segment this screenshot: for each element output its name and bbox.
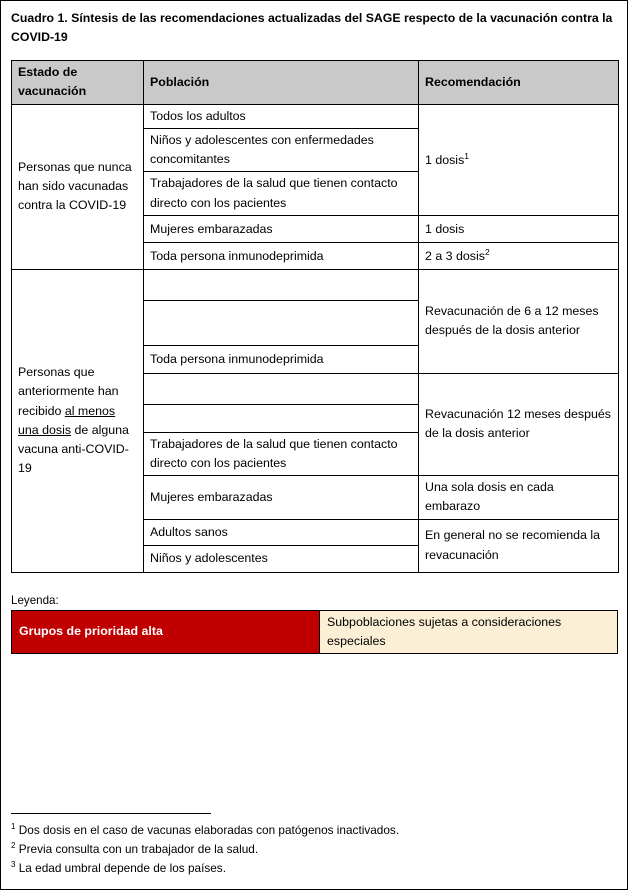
recommendation-text: Revacunación 12 meses después de la dosis anterior: [425, 407, 611, 441]
estado-prev-text: [18, 365, 129, 475]
population-cell-high-priority: [144, 373, 419, 404]
recommendation-cell: [419, 270, 619, 374]
population-cell: [144, 216, 419, 243]
legend-table: [11, 610, 618, 654]
estado-prev-pre: Personas que anteriormente han recibido: [18, 365, 119, 418]
footnote-divider: [11, 813, 211, 814]
recommendation-text: 1 dosis: [425, 152, 465, 167]
population-cell-high-priority: [144, 270, 419, 301]
population-cell: [144, 172, 419, 216]
population-text: Toda persona inmunodeprimida: [150, 351, 324, 366]
estado-never-text: Personas que nunca han sido vacunadas contra la COVID-19: [18, 160, 132, 213]
population-cell: [144, 345, 419, 373]
recommendation-text: Una sola dosis en cada embarazo: [425, 480, 554, 514]
vaccination-table: [11, 60, 619, 573]
recommendation-text: Revacunación de 6 a 12 meses después de la dosis anterior: [425, 304, 599, 338]
legend-high-priority-cell: Grupos de prioridad alta: [12, 610, 320, 653]
estado-prev-underlined: al menos una dosis: [18, 403, 116, 437]
table-row: [12, 270, 619, 301]
recommendation-text: En general no se recomienda la revacunación: [425, 528, 600, 562]
population-text: Mujeres embarazadas: [150, 489, 273, 504]
footnote-2: [11, 840, 617, 859]
population-text: Niños y adolescentes con enfermedades concomitantes: [150, 132, 374, 166]
population-text: Mayores de 50 o 60 años3: [150, 381, 303, 396]
recommendation-cell: [419, 104, 619, 216]
recommendation-text: 1 dosis: [425, 221, 465, 236]
estado-prev-post: de alguna vacuna anti-COVID-19: [18, 422, 129, 476]
population-text: Trabajadores de la salud que tienen contacto directo con los pacientes: [150, 436, 398, 470]
population-text: Mayores de 50 o 60 años con enfermedades concomitantes: [150, 305, 409, 340]
footnote-marker: 1: [11, 822, 16, 832]
population-text: Adultos sanos: [150, 524, 228, 539]
footnote-ref: 2: [484, 247, 490, 258]
estado-cell-previously-vaccinated: [12, 270, 144, 572]
page-title: Cuadro 1. Síntesis de las recomendaciones actualizadas del SAGE respecto de la vacunación contra la COVID-19: [11, 11, 613, 45]
recommendation-text: 2 a 3 dosis: [425, 249, 485, 264]
header-recomendacion: Recomendación: [419, 61, 619, 104]
population-cell-high-priority: [144, 301, 419, 346]
recommendation-cell: [419, 519, 619, 572]
population-text: Niños y adolescentes: [150, 551, 268, 566]
footnotes-section: [11, 813, 617, 878]
population-text: Mujeres embarazadas: [150, 221, 273, 236]
recommendation-cell: [419, 373, 619, 475]
footnote-marker: 3: [11, 860, 16, 870]
footnote-1: [11, 821, 617, 840]
population-cell: [144, 432, 419, 475]
legend-label: Leyenda:: [11, 593, 59, 607]
population-cell: [144, 128, 419, 171]
footnote-ref: 1: [464, 150, 469, 161]
population-cell: [144, 243, 419, 270]
recommendation-cell: [419, 243, 619, 270]
population-text: Todos los adultos: [150, 108, 246, 123]
footnote-3: [11, 859, 617, 878]
population-text: Toda persona inmunodeprimida: [150, 248, 324, 263]
footnote-text: La edad umbral depende de los países.: [18, 861, 226, 876]
header-poblacion: Población: [144, 61, 419, 104]
population-cell-high-priority: [144, 404, 419, 432]
legend-special-considerations-cell: Subpoblaciones sujetas a consideraciones especiales: [320, 610, 618, 653]
footnote-text: Previa consulta con un trabajador de la salud.: [18, 842, 259, 857]
table-row: [12, 104, 619, 128]
estado-cell-never-vaccinated: [12, 104, 144, 270]
footnote-marker: 2: [11, 841, 16, 851]
header-estado: Estado de vacunación: [12, 61, 144, 104]
population-text: Mayores de 75 u 80 años3: [150, 277, 303, 292]
recommendation-cell: [419, 216, 619, 243]
population-cell: [144, 545, 419, 572]
footnote-text: Dos dosis en el caso de vacunas elaboradas con patógenos inactivados.: [18, 823, 400, 837]
population-cell: [144, 519, 419, 545]
population-text: Trabajadores de la salud que tienen contacto directo con los pacientes: [150, 176, 398, 210]
population-text: Adultos con enfermedades concomitantes: [150, 410, 400, 425]
recommendation-cell: [419, 476, 619, 519]
footnote-ref: 3: [237, 323, 243, 334]
population-cell: [144, 104, 419, 128]
population-cell: [144, 476, 419, 519]
